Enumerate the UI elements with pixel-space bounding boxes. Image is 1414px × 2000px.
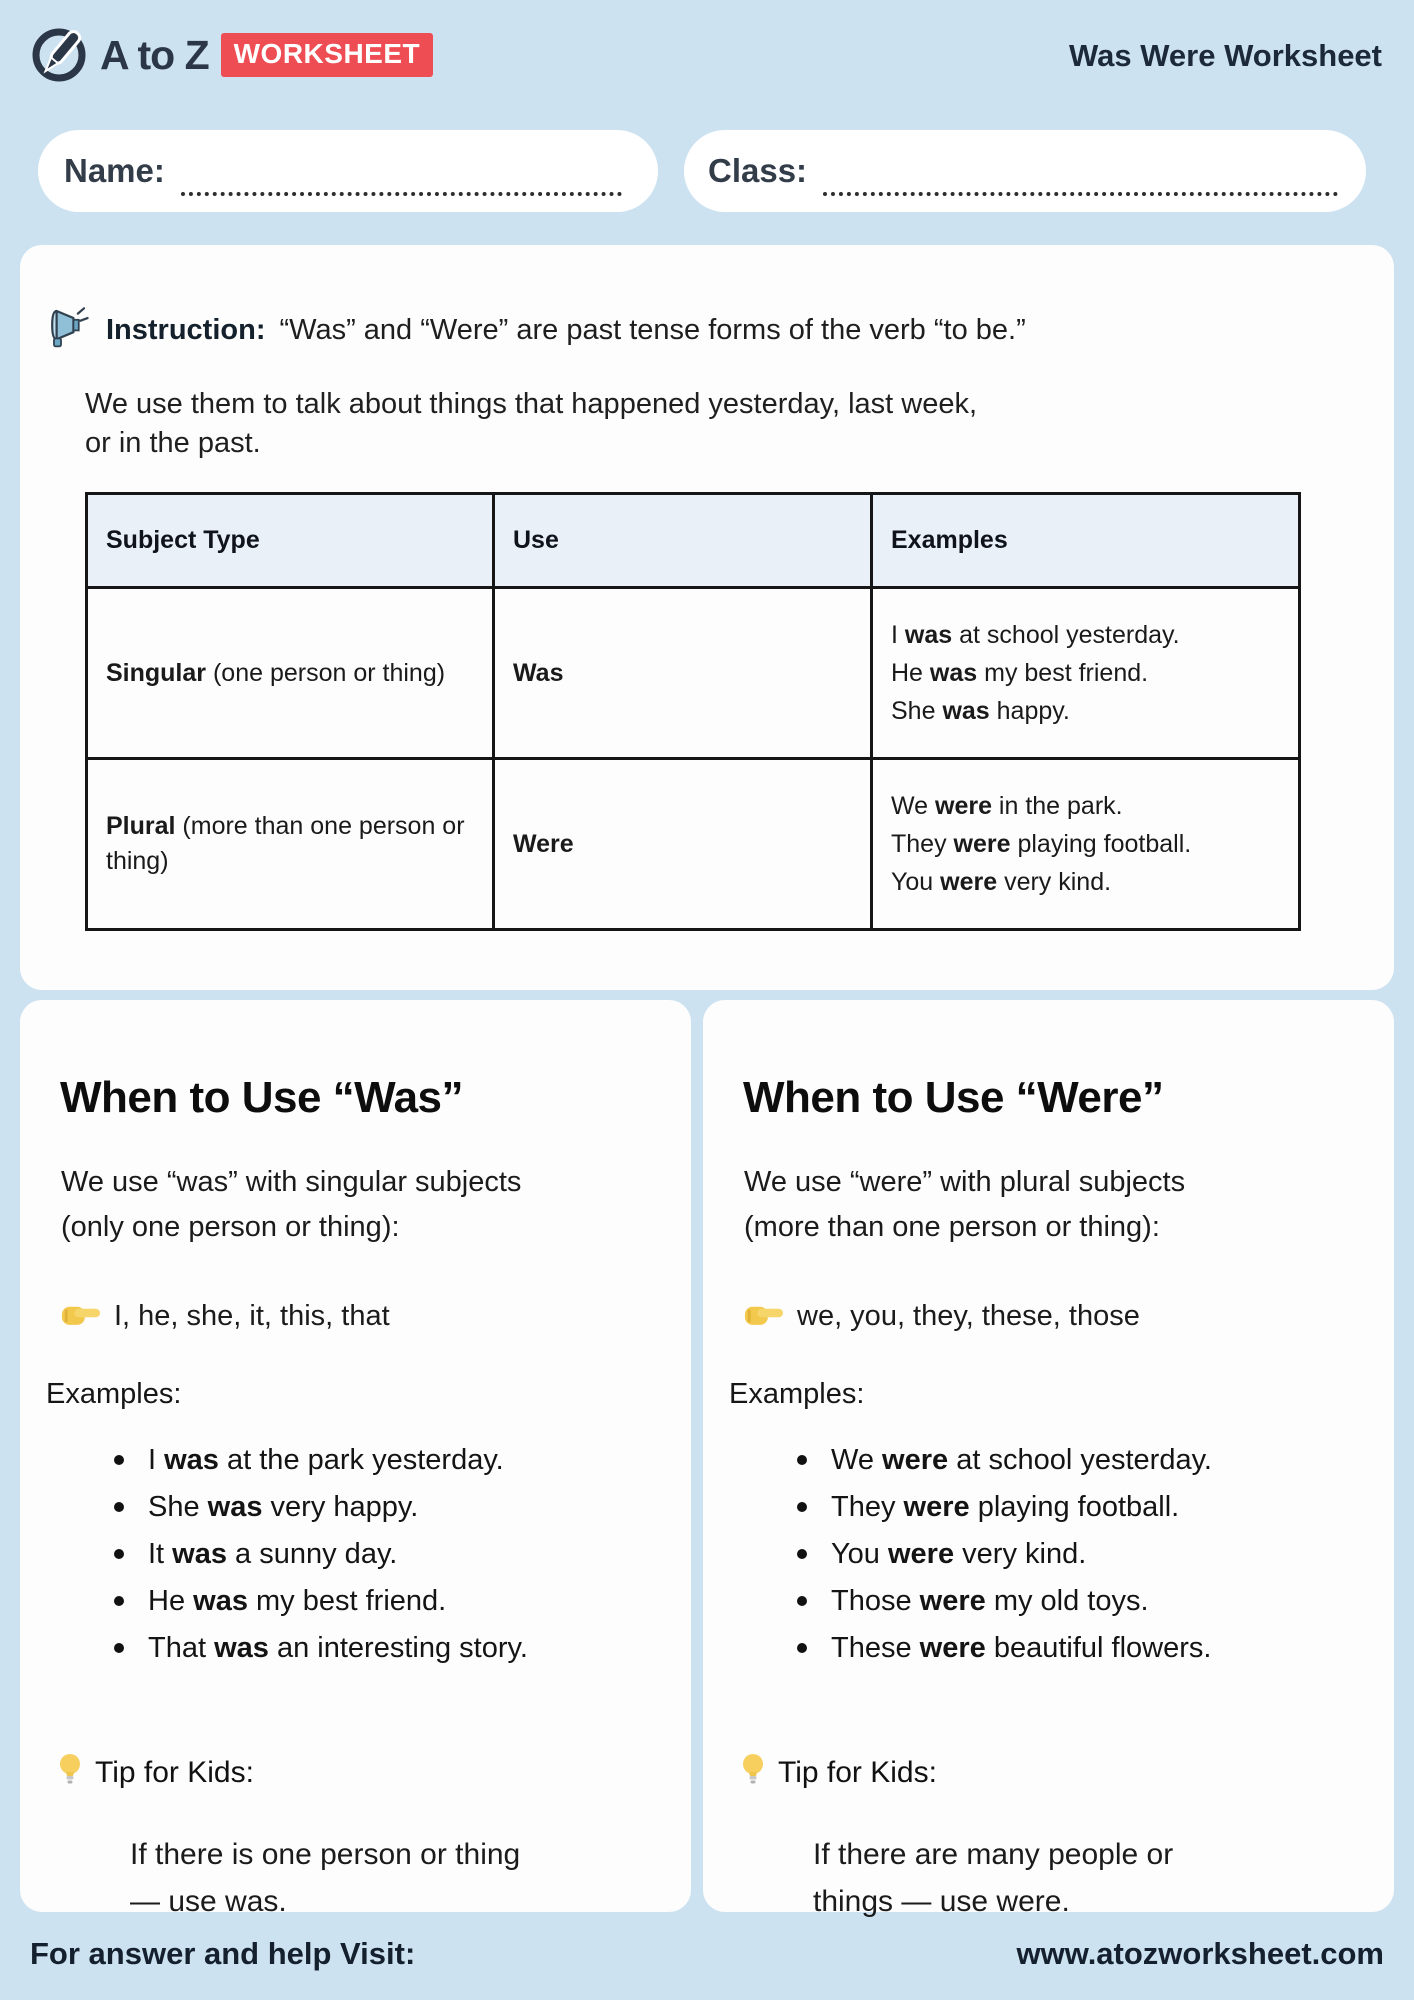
were-subjects-text: we, you, they, these, those — [797, 1300, 1140, 1332]
table-row — [87, 588, 1300, 759]
lightbulb-icon — [58, 1752, 82, 1794]
class-label: Class: — [708, 152, 808, 189]
subject-type-cell: Singular (one person or thing) — [87, 588, 494, 759]
was-tip-row — [58, 1752, 254, 1794]
pointing-finger-icon — [61, 1298, 101, 1335]
examples-cell — [872, 759, 1300, 930]
brand — [30, 26, 433, 84]
page-title: Was Were Worksheet — [1069, 38, 1382, 73]
subject-type-cell: Plural (more than one person or thing) — [87, 759, 494, 930]
megaphone-icon — [46, 303, 92, 357]
list-item: She was very happy. — [112, 1489, 528, 1525]
instruction-paragraph-line: or in the past. — [85, 427, 261, 460]
was-examples-label: Examples: — [46, 1378, 182, 1410]
were-description-line: We use “were” with plural subjects — [744, 1166, 1186, 1198]
column-header-subject-type: Subject Type — [87, 494, 494, 588]
were-subjects-row — [744, 1298, 1140, 1335]
were-example-list — [795, 1442, 1212, 1677]
table-row — [87, 759, 1300, 930]
list-item: I was at the park yesterday. — [112, 1442, 528, 1478]
lightbulb-icon — [741, 1752, 765, 1794]
was-tip-line: — use was. — [130, 1884, 287, 1918]
list-item: They were playing football. — [795, 1489, 1212, 1525]
instruction-card — [20, 245, 1394, 990]
use-cell: Was — [494, 588, 872, 759]
pointing-finger-icon — [744, 1298, 784, 1335]
instruction-paragraph-line: We use them to talk about things that happened yesterday, last week, — [85, 388, 978, 420]
example-sentence: He was my best friend. — [891, 659, 1149, 687]
were-description-line: (more than one person or thing): — [744, 1210, 1160, 1243]
was-usage-card — [20, 1000, 691, 1918]
was-description — [61, 1160, 521, 1250]
were-tip-line: things — use were. — [813, 1884, 1070, 1918]
footer-website-link[interactable]: www.atozworksheet.com — [1016, 1936, 1384, 1971]
were-tip-label: Tip for Kids: — [778, 1756, 937, 1789]
brand-name: A to Z — [100, 31, 209, 78]
instruction-label: Instruction: — [106, 313, 266, 346]
name-input-line[interactable] — [181, 146, 622, 196]
example-sentence: You were very kind. — [891, 868, 1112, 896]
instruction-line — [46, 303, 1026, 357]
name-field — [38, 130, 658, 212]
were-tip-line: If there are many people or — [813, 1838, 1174, 1871]
example-sentence: I was at school yesterday. — [891, 621, 1180, 649]
name-label: Name: — [64, 152, 165, 189]
was-example-list — [112, 1442, 528, 1677]
use-cell: Were — [494, 759, 872, 930]
brand-badge: WORKSHEET — [221, 33, 434, 77]
was-subjects-row — [61, 1298, 390, 1335]
table-header-row — [87, 494, 1300, 588]
example-sentence: She was happy. — [891, 697, 1070, 725]
list-item: He was my best friend. — [112, 1583, 528, 1619]
was-description-line: We use “was” with singular subjects — [61, 1166, 522, 1198]
usage-table — [85, 492, 1301, 931]
instruction-paragraph — [85, 385, 977, 463]
were-tip-row — [741, 1752, 937, 1794]
were-examples-label: Examples: — [729, 1378, 865, 1410]
list-item: These were beautiful flowers. — [795, 1630, 1212, 1666]
list-item: That was an interesting story. — [112, 1630, 528, 1666]
were-heading: When to Use “Were” — [743, 1072, 1164, 1122]
was-tip-line: If there is one person or thing — [130, 1838, 521, 1871]
pen-circle-icon — [30, 26, 88, 84]
class-field — [684, 130, 1366, 212]
were-description — [744, 1160, 1185, 1250]
example-sentence: They were playing football. — [891, 830, 1192, 858]
list-item: Those were my old toys. — [795, 1583, 1212, 1619]
examples-cell — [872, 588, 1300, 759]
list-item: We were at school yesterday. — [795, 1442, 1212, 1478]
was-subjects-text: I, he, she, it, this, that — [114, 1300, 390, 1332]
was-heading: When to Use “Was” — [60, 1072, 464, 1122]
class-input-line[interactable] — [823, 146, 1338, 196]
column-header-examples: Examples — [872, 494, 1300, 588]
footer-visit-text: For answer and help Visit: — [30, 1936, 416, 1971]
example-sentence: We were in the park. — [891, 792, 1123, 820]
column-header-use: Use — [494, 494, 872, 588]
were-usage-card — [703, 1000, 1394, 1918]
was-description-line: (only one person or thing): — [61, 1210, 400, 1243]
was-tip-text — [130, 1832, 520, 1925]
were-tip-text — [813, 1832, 1173, 1925]
was-tip-label: Tip for Kids: — [95, 1756, 254, 1789]
instruction-text: “Was” and “Were” are past tense forms of the verb “to be.” — [279, 313, 1026, 346]
list-item: You were very kind. — [795, 1536, 1212, 1572]
list-item: It was a sunny day. — [112, 1536, 528, 1572]
